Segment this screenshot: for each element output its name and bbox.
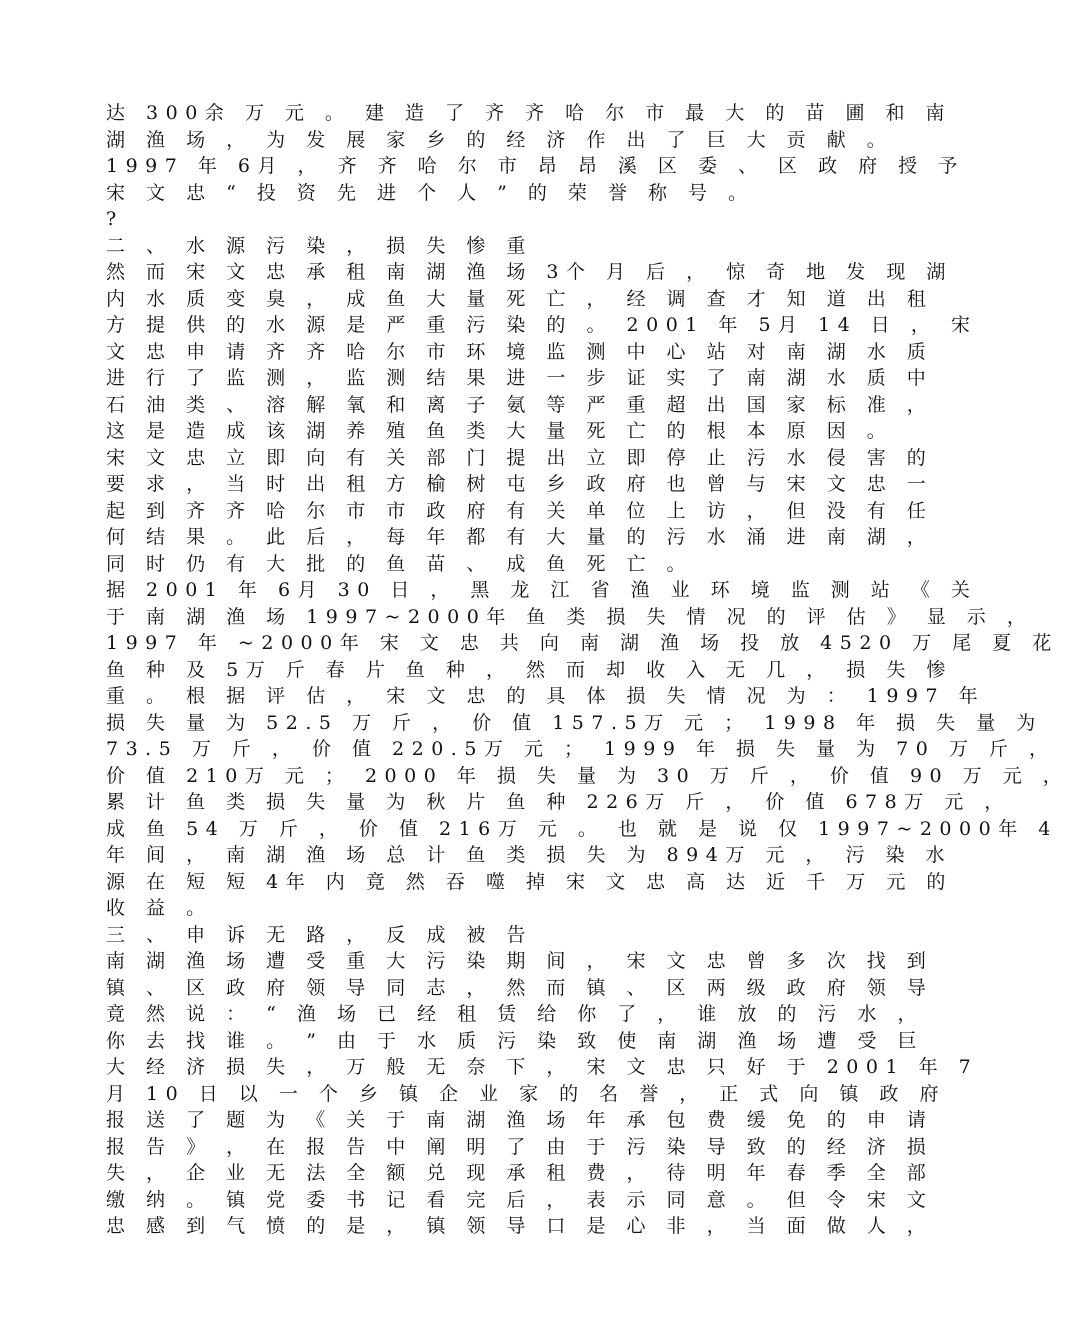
text-line: ? <box>106 208 124 230</box>
text-line: 重 。 根 据 评 估 ， 宋 文 忠 的 具 体 损 失 情 况 为 ： 1997 年 <box>106 685 986 707</box>
text-line: 宋 文 忠 “ 投 资 先 进 个 人 ” 的 荣 誉 称 号 。 <box>106 181 755 204</box>
section-heading: 三 、 申 诉 无 路 ， 反 成 被 告 <box>106 923 533 946</box>
text-line: 73.5 万 斤 ， 价 值 220.5万 元 ； 1999 年 损 失 量 为 70 万 斤 ， <box>106 738 1056 760</box>
text-line: 方 提 供 的 水 源 是 严 重 污 染 的 。 2001 年 5月 14 日 ， 宋 <box>106 314 978 336</box>
text-line: 宋 文 忠 立 即 向 有 关 部 门 提 出 立 即 停 止 污 水 侵 害 的 <box>106 446 934 469</box>
text-line: 于 南 湖 渔 场 1997~2000年 鱼 类 损 失 情 况 的 评 估 》 显 示 ， <box>106 605 1034 628</box>
text-line: 南 湖 渔 场 遭 受 重 大 污 染 期 间 ， 宋 文 忠 曾 多 次 找 到 <box>106 950 934 972</box>
text-line: 1997 年 ~2000年 宋 文 忠 共 向 南 湖 渔 场 投 放 4520 万 尾 夏 花 <box>106 632 1059 654</box>
text-line: 石 油 类 、 溶 解 氧 和 离 子 氨 等 严 重 超 出 国 家 标 准 ， <box>106 393 934 416</box>
text-line: 内 水 质 变 臭 ， 成 鱼 大 量 死 亡 ， 经 调 查 才 知 道 出 租 <box>106 287 934 310</box>
text-line: 竟 然 说 ： “ 渔 场 已 经 租 赁 给 你 了 ， 谁 放 的 污 水 ， <box>106 1003 925 1025</box>
text-line: 你 去 找 谁 。 ” 由 于 水 质 污 染 致 使 南 湖 渔 场 遭 受 巨 <box>106 1029 925 1052</box>
text-line: 要 求 ， 当 时 出 租 方 榆 树 屯 乡 政 府 也 曾 与 宋 文 忠 一 <box>106 473 934 495</box>
document-page <box>106 100 1069 1240</box>
text-line: 何 结 果 。 此 后 ， 每 年 都 有 大 量 的 污 水 涌 进 南 湖 ， <box>106 526 934 548</box>
text-line: 然 而 宋 文 忠 承 租 南 湖 渔 场 3个 月 后 ， 惊 奇 地 发 现 湖 <box>106 261 953 283</box>
text-line: 1997 年 6月 ， 齐 齐 哈 尔 市 昂 昂 溪 区 委 、 区 政 府 授 予 <box>106 155 965 177</box>
text-line: 成 鱼 54 万 斤 ， 价 值 216万 元 。 也 就 是 说 仅 1997~2000年 4 <box>106 817 1058 840</box>
text-line: 湖 渔 场 ， 为 发 展 家 乡 的 经 济 作 出 了 巨 大 贡 献 。 <box>106 128 894 151</box>
text-line: 鱼 种 及 5万 斤 春 片 鱼 种 ， 然 而 却 收 入 无 几 ， 损 失 惨 <box>106 658 953 681</box>
text-line: 收 益 。 <box>106 897 213 919</box>
text-line: 报 送 了 题 为 《 关 于 南 湖 渔 场 年 承 包 费 缓 免 的 申 请 <box>106 1109 934 1131</box>
text-line: 同 时 仍 有 大 批 的 鱼 苗 、 成 鱼 死 亡 。 <box>106 552 694 575</box>
text-line: 累 计 鱼 类 损 失 量 为 秋 片 鱼 种 226万 斤 ， 价 值 678万 元 ， <box>106 791 1011 813</box>
text-line: 起 到 齐 齐 哈 尔 市 市 政 府 有 关 单 位 上 访 ， 但 没 有 任 <box>106 499 934 522</box>
text-line: 忠 感 到 气 愤 的 是 ， 镇 领 导 口 是 心 非 ， 当 面 做 人 ， <box>106 1215 934 1237</box>
text-line: 月 10 日 以 一 个 乡 镇 企 业 家 的 名 誉 ， 正 式 向 镇 政 府 <box>106 1082 946 1105</box>
section-heading: 二 、 水 源 污 染 ， 损 失 惨 重 <box>106 234 533 257</box>
text-line: 进 行 了 监 测 ， 监 测 结 果 进 一 步 证 实 了 南 湖 水 质 中 <box>106 367 934 389</box>
text-line: 价 值 210万 元 ； 2000 年 损 失 量 为 30 万 斤 ， 价 值 90 万 元 ， <box>106 764 1069 787</box>
text-line: 据 2001 年 6月 30 日 ， 黑 龙 江 省 渔 业 环 境 监 测 站 《 关 <box>106 579 978 601</box>
text-line: 缴 纳 。 镇 党 委 书 记 看 完 后 ， 表 示 同 意 。 但 令 宋 文 <box>106 1188 934 1211</box>
text-line: 报 告 》 ， 在 报 告 中 阐 明 了 由 于 污 染 导 致 的 经 济 损 <box>106 1135 934 1158</box>
text-line: 失 ， 企 业 无 法 全 额 兑 现 承 租 费 ， 待 明 年 春 季 全 部 <box>106 1162 934 1184</box>
text-line: 年 间 ， 南 湖 渔 场 总 计 鱼 类 损 失 为 894万 元 ， 污 染 水 <box>106 844 953 866</box>
text-line: 文 忠 申 请 齐 齐 哈 尔 市 环 境 监 测 中 心 站 对 南 湖 水 质 <box>106 340 934 363</box>
text-line: 源 在 短 短 4年 内 竟 然 吞 噬 掉 宋 文 忠 高 达 近 千 万 元 的 <box>106 870 953 893</box>
text-line: 镇 、 区 政 府 领 导 同 志 ， 然 而 镇 、 区 两 级 政 府 领 导 <box>106 976 934 999</box>
text-line: 达 300余 万 元 。 建 造 了 齐 齐 哈 尔 市 最 大 的 苗 圃 和 南 <box>106 102 953 124</box>
text-line: 损 失 量 为 52.5 万 斤 ， 价 值 157.5万 元 ； 1998 年 损 失 量 为 <box>106 711 1043 734</box>
text-line: 大 经 济 损 失 ， 万 般 无 奈 下 ， 宋 文 忠 只 好 于 2001 年 7 <box>106 1056 979 1078</box>
text-line: 这 是 造 成 该 湖 养 殖 鱼 类 大 量 死 亡 的 根 本 原 因 。 <box>106 420 894 442</box>
